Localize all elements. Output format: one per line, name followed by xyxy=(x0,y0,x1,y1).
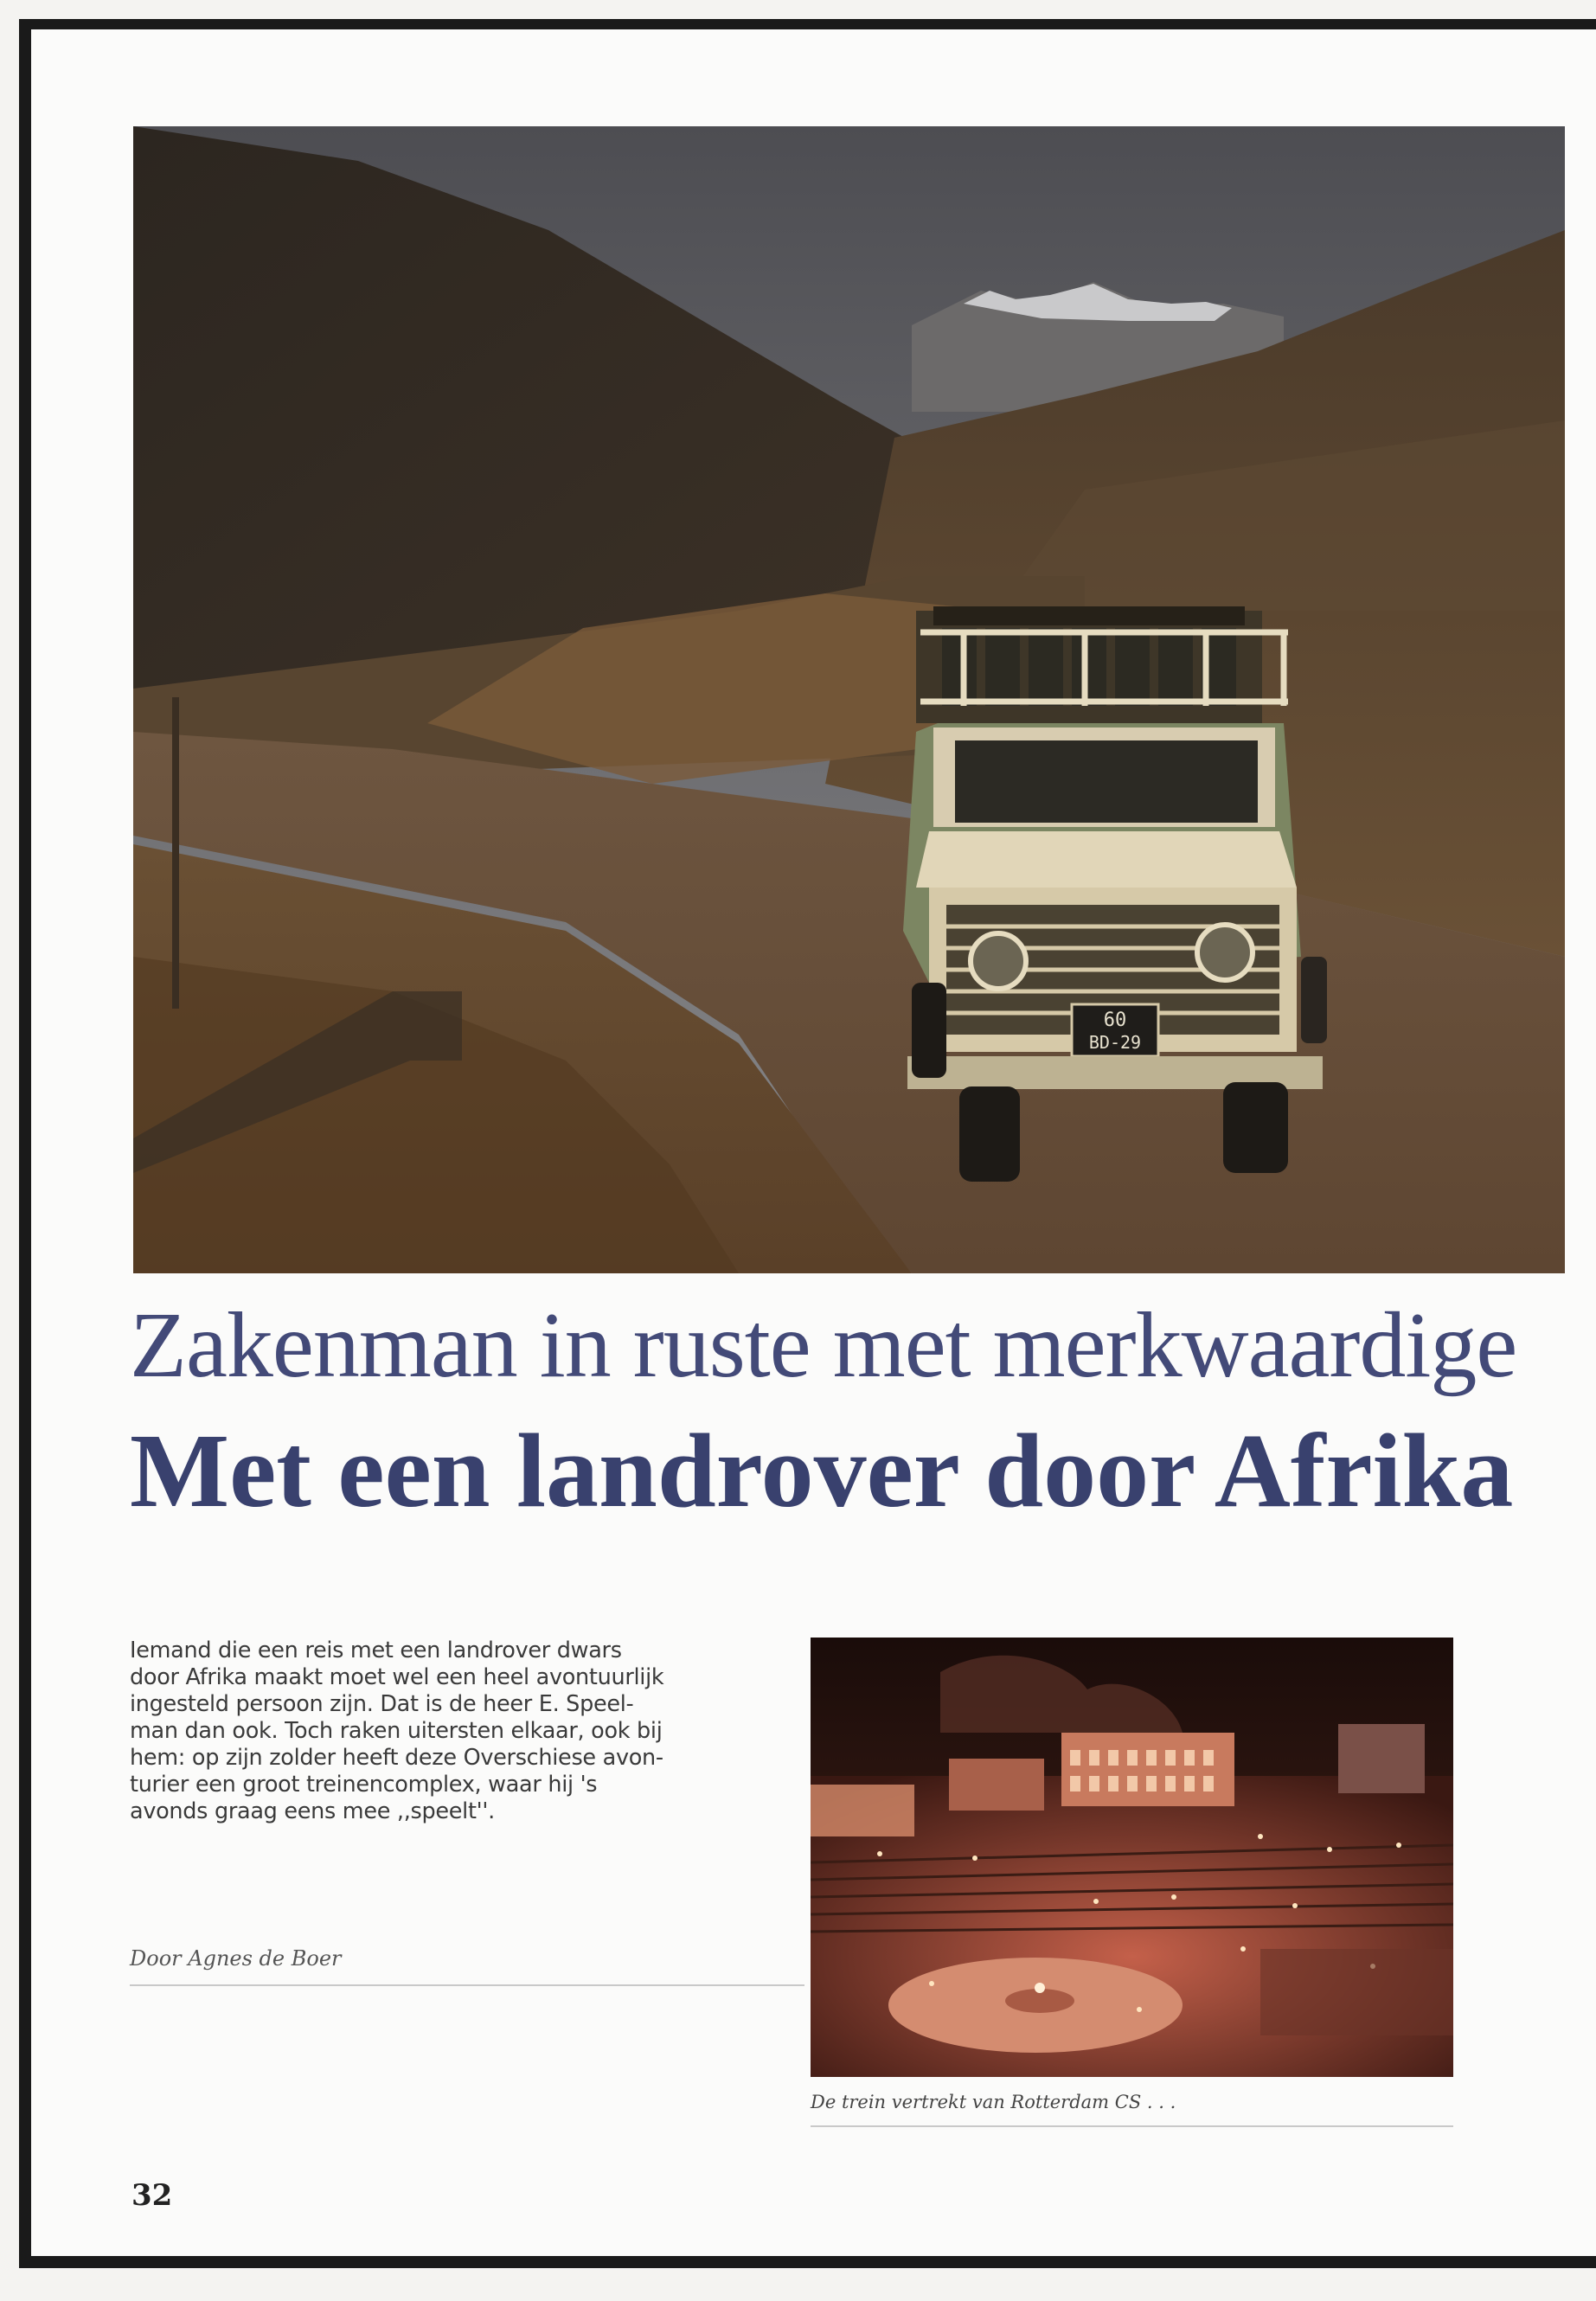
intro-line: Iemand die een reis met een landrover dwars xyxy=(130,1638,622,1663)
article-intro xyxy=(130,1638,822,1825)
landrover-mountain-scene xyxy=(133,126,1565,1273)
page-border-left xyxy=(19,19,31,2268)
article-kicker: Zakenman in ruste met merkwaardige xyxy=(130,1294,1517,1397)
divider-rule xyxy=(130,1984,804,1986)
intro-line: turier een groot treinencomplex, waar hij 's xyxy=(130,1772,598,1798)
page-border-top xyxy=(19,19,1596,29)
page-number: 32 xyxy=(131,2178,173,2213)
license-plate-line2: BD-29 xyxy=(1088,1032,1142,1053)
photo-caption: De trein vertrekt van Rotterdam CS . . . xyxy=(811,2092,1176,2112)
article-byline: Door Agnes de Boer xyxy=(130,1946,342,1971)
intro-line: avonds graag eens mee ,,speelt''. xyxy=(130,1798,495,1824)
hero-photo xyxy=(133,126,1565,1273)
model-railway-photo xyxy=(811,1638,1453,2077)
intro-line: hem: op zijn zolder heeft deze Overschiese avon- xyxy=(130,1745,663,1771)
intro-line: door Afrika maakt moet wel een heel avontuurlijk xyxy=(130,1664,664,1690)
article-headline: Met een landrover door Afrika xyxy=(130,1413,1514,1529)
page-border-bottom xyxy=(19,2256,1596,2268)
intro-line: ingesteld persoon zijn. Dat is de heer E. Speel- xyxy=(130,1691,634,1717)
intro-line: man dan ook. Toch raken uitersten elkaar, ook bij xyxy=(130,1718,663,1744)
model-railway-scene xyxy=(811,1638,1453,2077)
license-plate-line1: 60 xyxy=(1103,1009,1127,1031)
caption-rule xyxy=(811,2125,1453,2127)
